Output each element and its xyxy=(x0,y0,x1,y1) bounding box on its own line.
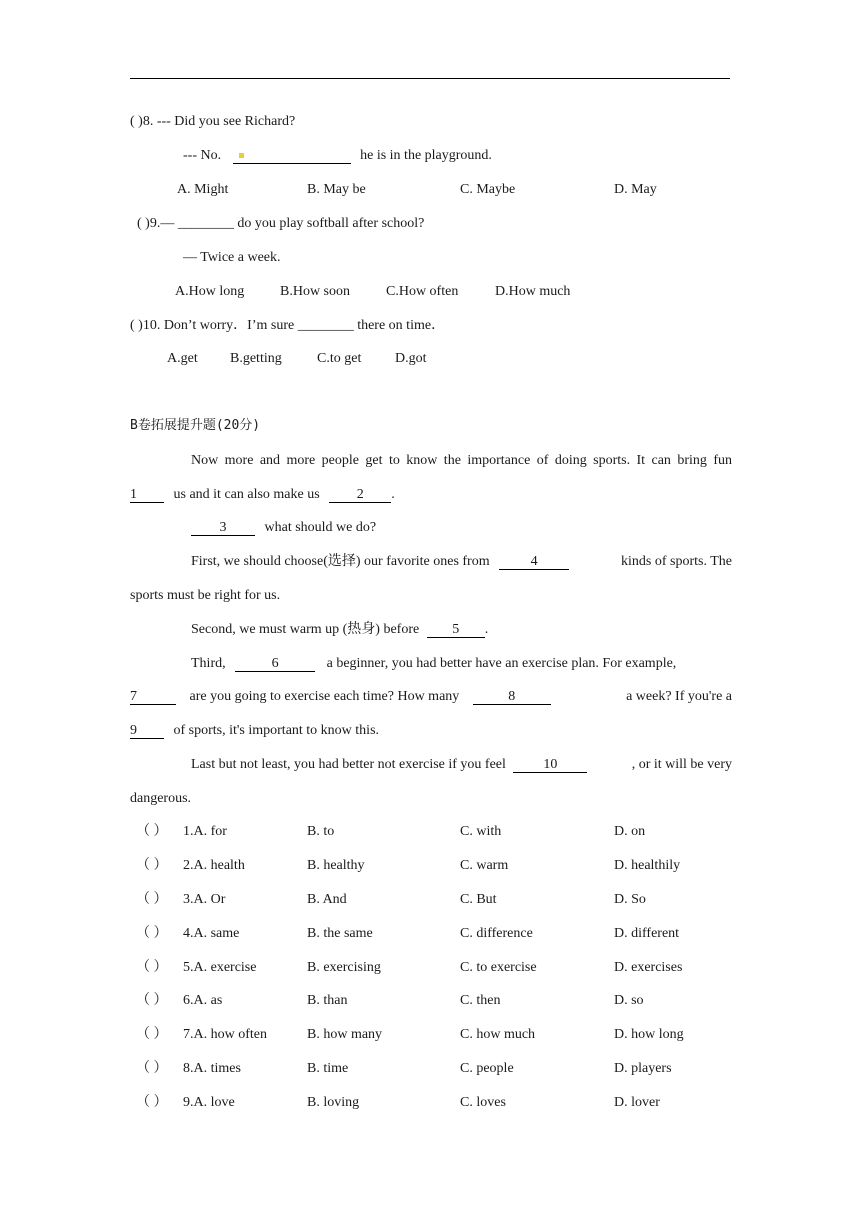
option-d[interactable]: D. on xyxy=(614,824,646,839)
option-c[interactable]: C. people xyxy=(460,1061,514,1076)
header-rule xyxy=(130,78,730,79)
option-d[interactable]: D. so xyxy=(614,993,644,1008)
q8-answer-prefix: --- No. xyxy=(183,148,222,163)
option-c[interactable]: C. loves xyxy=(460,1095,506,1110)
passage-blank-5[interactable]: 5 xyxy=(427,622,485,638)
option-b[interactable]: B. than xyxy=(307,993,348,1008)
q10-stem: ( )10. Don’t worry．I’m sure ________ there on time． xyxy=(130,318,446,333)
passage-text: Third, xyxy=(191,656,226,671)
passage-p6-line1 xyxy=(191,756,732,774)
option-a[interactable]: 3.A. Or xyxy=(183,892,226,907)
option-b[interactable]: B. loving xyxy=(307,1095,360,1110)
option-b[interactable]: B. how many xyxy=(307,1027,383,1042)
q8-option-c[interactable]: C. Maybe xyxy=(460,182,516,197)
answer-paren[interactable]: （ ） xyxy=(136,960,168,975)
q10-option-c[interactable]: C.to get xyxy=(317,351,362,366)
passage-text: of sports, it's important to know this. xyxy=(173,723,380,738)
passage-p1-line2 xyxy=(130,486,395,504)
option-b[interactable]: B. time xyxy=(307,1061,349,1076)
option-c[interactable]: C. then xyxy=(460,993,501,1008)
option-c[interactable]: C. difference xyxy=(460,926,533,941)
passage-text: cise plan. For example, xyxy=(546,656,677,671)
q10-option-a[interactable]: A.get xyxy=(167,351,198,366)
q10-option-d[interactable]: D.got xyxy=(395,351,427,366)
option-b[interactable]: B. healthy xyxy=(307,858,365,873)
q9-option-d[interactable]: D.How much xyxy=(495,284,571,299)
q8-answer-suffix: he is in the playground. xyxy=(360,148,492,163)
option-d[interactable]: D. healthily xyxy=(614,858,681,873)
answer-paren[interactable]: （ ） xyxy=(136,1061,168,1076)
passage-blank-9[interactable]: 9 xyxy=(130,723,164,739)
passage-blank-2[interactable]: 2 xyxy=(329,487,391,503)
option-a[interactable]: 9.A. love xyxy=(183,1095,235,1110)
passage-period: . xyxy=(484,622,489,637)
cloze-question-7 xyxy=(0,1026,860,1044)
passage-text: a beginner, you had better have an exer xyxy=(326,656,547,671)
q9-option-b[interactable]: B.How soon xyxy=(280,284,351,299)
option-a[interactable]: 5.A. exercise xyxy=(183,960,257,975)
option-a[interactable]: 7.A. how often xyxy=(183,1027,267,1042)
passage-text: us and it can also make us xyxy=(173,487,320,502)
passage-p5-line3 xyxy=(130,722,379,740)
option-d[interactable]: D. lover xyxy=(614,1095,660,1110)
option-a[interactable]: 6.A. as xyxy=(183,993,223,1008)
answer-paren[interactable]: （ ） xyxy=(136,1095,168,1110)
q9-stem: ( )9.— ________ do you play softball after school? xyxy=(137,216,425,231)
q9-options xyxy=(0,283,860,301)
cloze-question-4 xyxy=(0,925,860,943)
passage-text: First, we should choose(选择) our favorite ones from xyxy=(191,554,490,569)
q8-option-d[interactable]: D. May xyxy=(614,182,657,197)
option-d[interactable]: D. exercises xyxy=(614,960,683,975)
passage-text: t should we do? xyxy=(287,520,377,535)
q8-option-b[interactable]: B. May be xyxy=(307,182,366,197)
option-c[interactable]: C. how much xyxy=(460,1027,536,1042)
q8-answer xyxy=(183,147,492,165)
passage-p3-line1 xyxy=(191,553,732,571)
passage-p5-line2 xyxy=(130,688,732,706)
option-d[interactable]: D. So xyxy=(614,892,646,907)
option-b[interactable]: B. exercising xyxy=(307,960,381,975)
q8-options xyxy=(0,181,860,199)
q8-option-a[interactable]: A. Might xyxy=(177,182,229,197)
option-b[interactable]: B. to xyxy=(307,824,335,839)
section-b-heading: B卷拓展提升题(20分) xyxy=(130,418,261,433)
q9-answer: — Twice a week. xyxy=(183,250,281,265)
passage-text: wha xyxy=(264,520,288,535)
passage-p3-line2: sports must be right for us. xyxy=(130,588,281,603)
answer-paren[interactable]: （ ） xyxy=(136,858,168,873)
passage-text: , or it will be very xyxy=(631,757,732,772)
q10-options xyxy=(0,350,860,368)
passage-text: a week? If you're a xyxy=(626,689,732,704)
option-d[interactable]: D. different xyxy=(614,926,680,941)
q8-blank[interactable] xyxy=(233,148,351,164)
cloze-question-6 xyxy=(0,992,860,1010)
answer-paren[interactable]: （ ） xyxy=(136,926,168,941)
option-c[interactable]: C. with xyxy=(460,824,502,839)
answer-paren[interactable]: （ ） xyxy=(136,993,168,1008)
q9-option-a[interactable]: A.How long xyxy=(175,284,245,299)
option-b[interactable]: B. And xyxy=(307,892,347,907)
passage-blank-1[interactable]: 1 xyxy=(130,487,164,503)
passage-blank-4[interactable]: 4 xyxy=(499,554,569,570)
passage-p2 xyxy=(191,519,376,537)
answer-paren[interactable]: （ ） xyxy=(136,1027,168,1042)
passage-blank-6[interactable]: 6 xyxy=(235,656,315,672)
cloze-question-1 xyxy=(0,823,860,841)
option-a[interactable]: 8.A. times xyxy=(183,1061,241,1076)
passage-blank-10[interactable]: 10 xyxy=(513,757,587,773)
option-b[interactable]: B. the same xyxy=(307,926,373,941)
option-d[interactable]: D. players xyxy=(614,1061,672,1076)
cloze-question-3 xyxy=(0,891,860,909)
cloze-question-2 xyxy=(0,857,860,875)
cloze-question-9 xyxy=(0,1094,860,1112)
option-a[interactable]: 2.A. health xyxy=(183,858,245,873)
passage-blank-8[interactable]: 8 xyxy=(473,689,551,705)
q9-option-c[interactable]: C.How often xyxy=(386,284,459,299)
cloze-question-8 xyxy=(0,1060,860,1078)
passage-text: Second, we must warm up (热身) before xyxy=(191,622,420,637)
answer-paren[interactable]: （ ） xyxy=(136,892,168,907)
option-a[interactable]: 4.A. same xyxy=(183,926,240,941)
passage-text: Last but not least, you had better not exercise if you feel xyxy=(191,757,506,772)
answer-paren[interactable]: （ ） xyxy=(136,824,168,839)
q10-option-b[interactable]: B.getting xyxy=(230,351,282,366)
passage-p4 xyxy=(191,621,488,639)
passage-text: kinds of sports. The xyxy=(621,554,732,569)
q8-stem: ( )8. --- Did you see Richard? xyxy=(130,114,296,129)
passage-blank-3[interactable]: 3 xyxy=(191,520,255,536)
highlight-mark xyxy=(239,153,244,158)
option-a[interactable]: 1.A. for xyxy=(183,824,227,839)
option-c[interactable]: C. warm xyxy=(460,858,509,873)
passage-p5-line1 xyxy=(191,655,732,673)
passage-p1-line1: Now more and more people get to know the importance of doing sports. It can bring fun xyxy=(191,453,732,468)
option-c[interactable]: C. But xyxy=(460,892,497,907)
cloze-question-5 xyxy=(0,959,860,977)
passage-text: are you going to exercise each time? How many xyxy=(189,689,460,704)
passage-p6-line2: dangerous. xyxy=(130,791,192,806)
passage-blank-7[interactable]: 7 xyxy=(130,689,176,705)
option-c[interactable]: C. to exercise xyxy=(460,960,537,975)
option-d[interactable]: D. how long xyxy=(614,1027,684,1042)
passage-period: . xyxy=(391,487,395,502)
